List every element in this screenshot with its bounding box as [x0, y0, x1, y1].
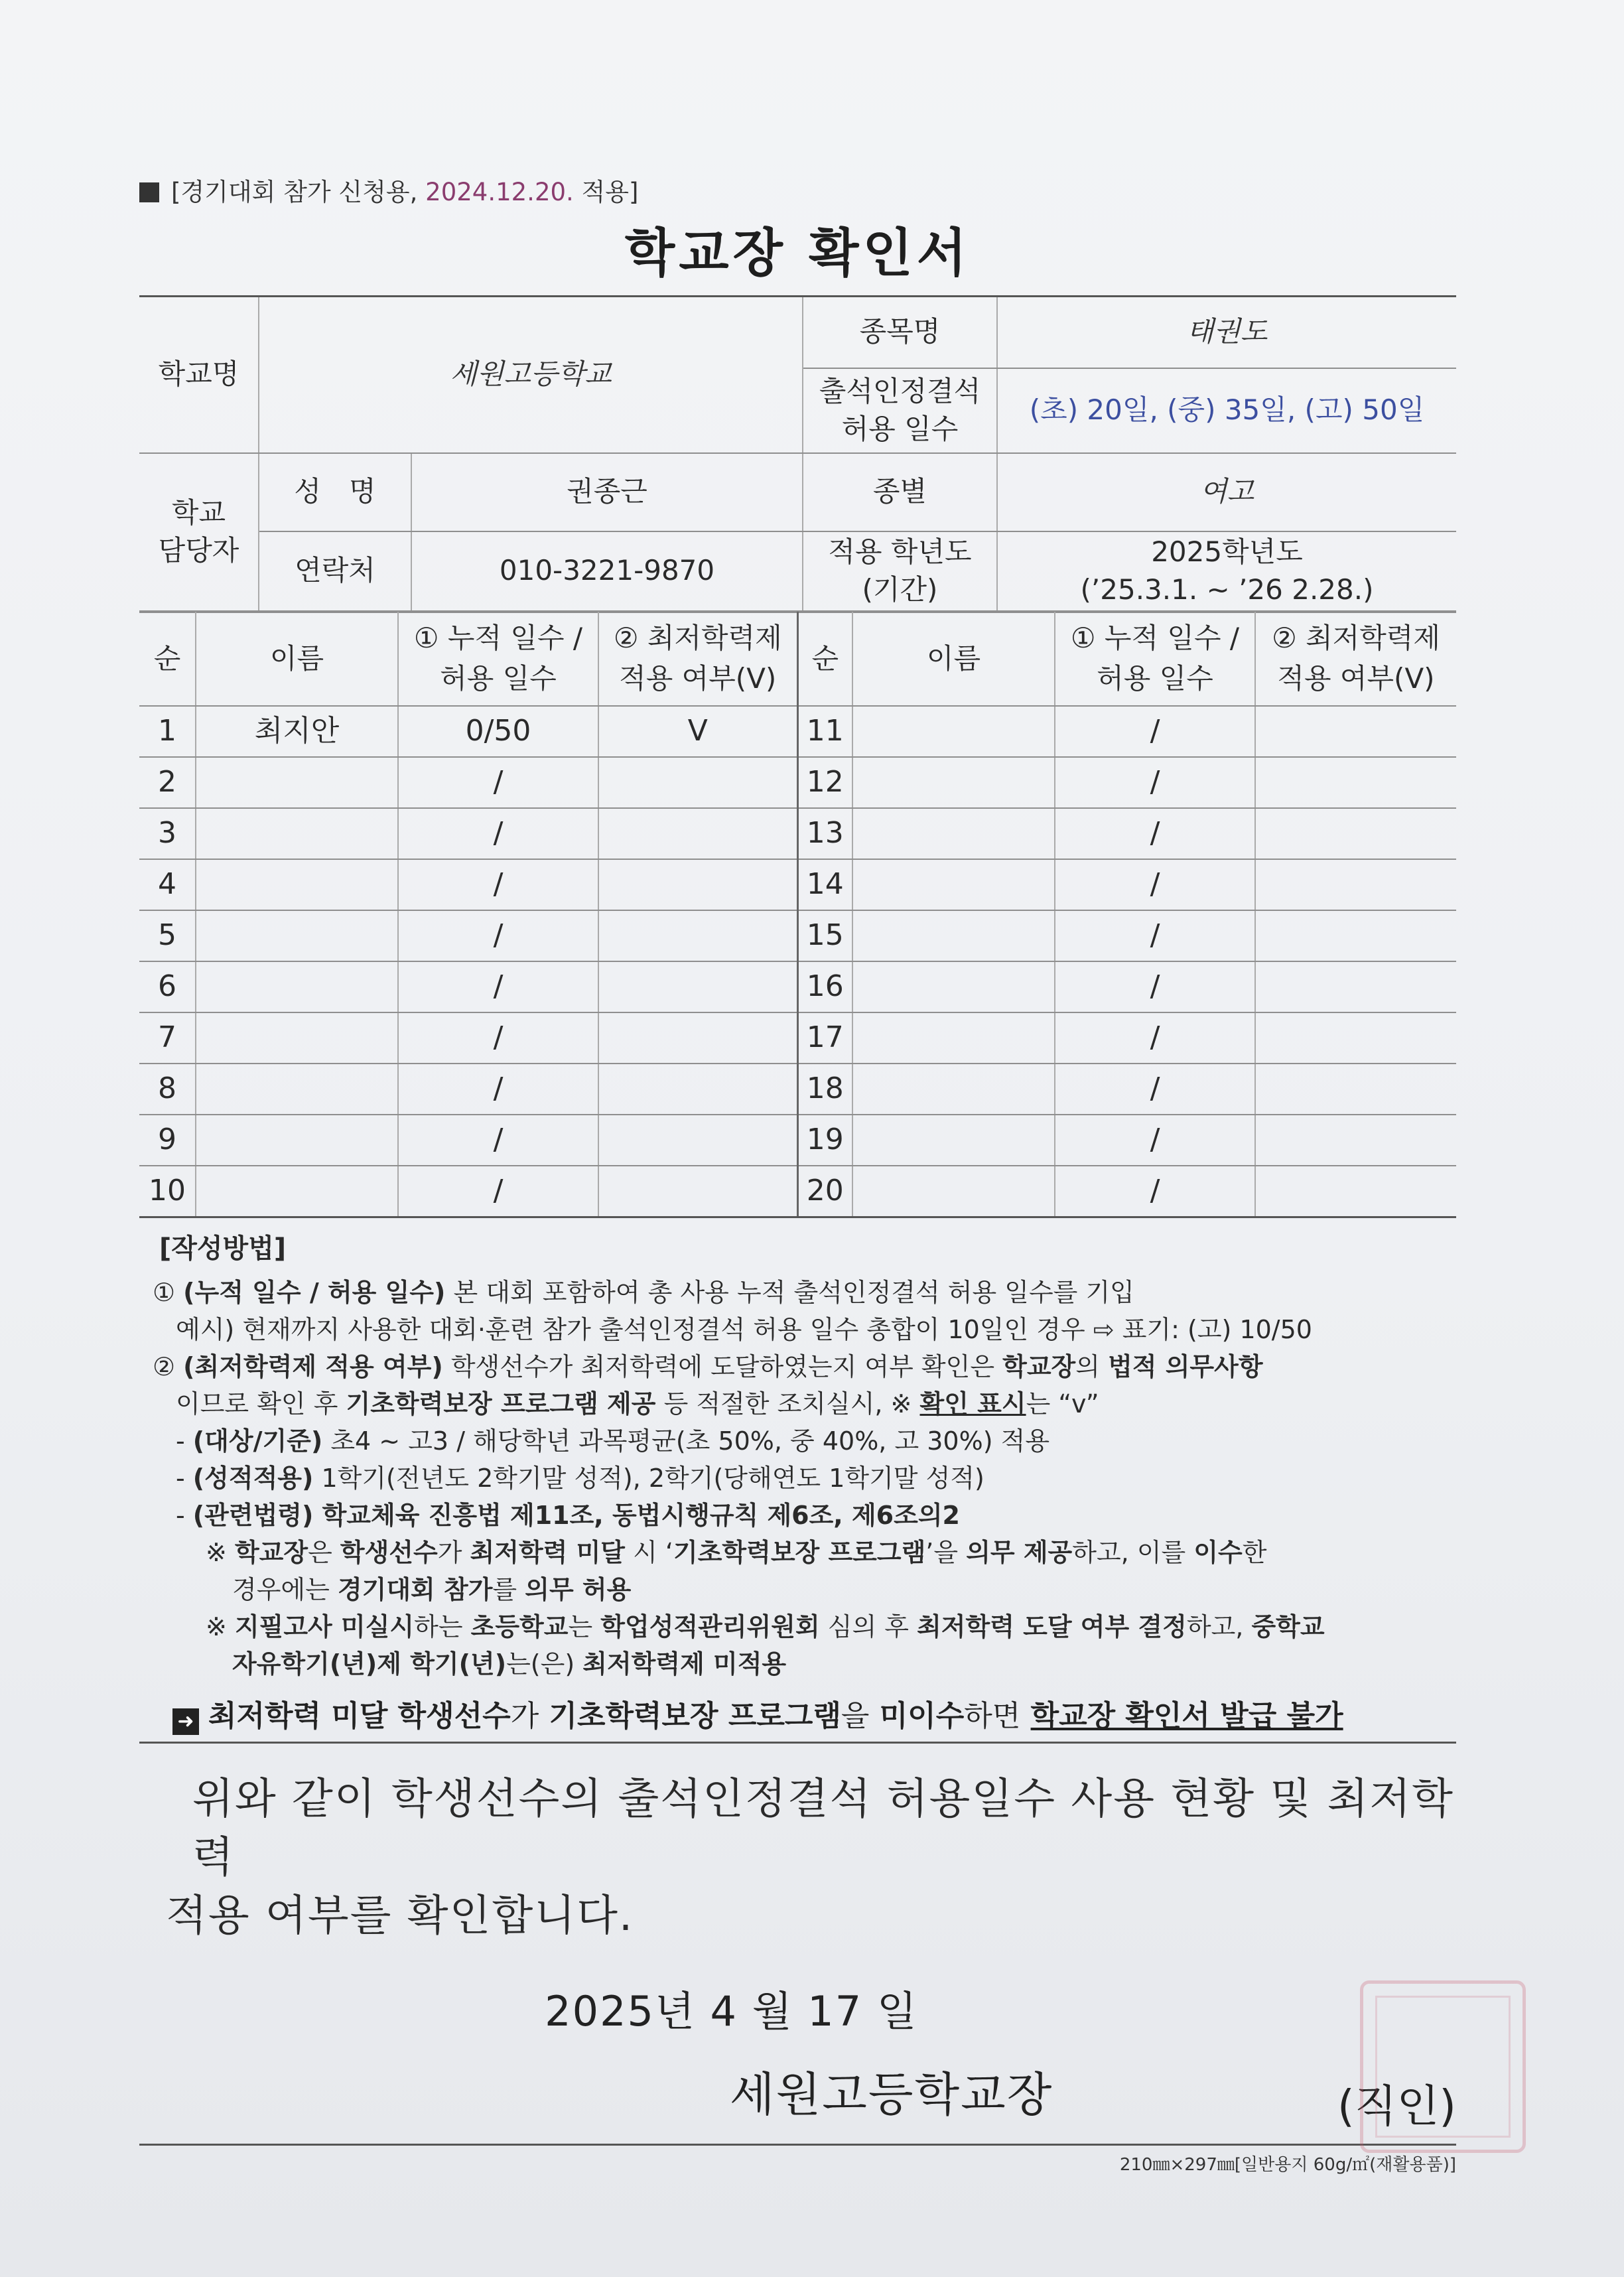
footer-divider [139, 2144, 1456, 2146]
cell-name [196, 910, 398, 961]
cell-no: 20 [797, 1166, 852, 1217]
m8c: 은 [308, 1537, 332, 1567]
m10g: 심의 후 [827, 1612, 909, 1641]
method-heading: [작성방법] [159, 1233, 287, 1264]
cell-days: / [398, 1012, 598, 1064]
cell-no: 9 [139, 1115, 196, 1166]
method-l4-c: 등 적절한 조치실시, ※ [663, 1389, 912, 1418]
table-row [139, 706, 1456, 757]
absence-label-line2: 허용 일수 [841, 412, 959, 445]
cell-name [196, 1115, 398, 1166]
table-row [139, 1115, 1456, 1166]
cell-name [852, 1012, 1055, 1064]
student-table [139, 612, 1456, 1218]
certificate [139, 169, 1456, 2175]
col-name-right: 이름 [852, 612, 1055, 706]
cell-min [1255, 706, 1456, 757]
m8g: 시 ‘ [633, 1537, 673, 1567]
seal-label: (직인) [1337, 2080, 1456, 2132]
year-label-line1: 적용 학년도 [828, 535, 972, 568]
cell-days: / [1055, 757, 1255, 808]
cell-no: 16 [797, 961, 852, 1012]
cell-name [852, 757, 1055, 808]
m8i: ’을 [925, 1537, 959, 1567]
gender-value: 여고 [997, 453, 1456, 531]
cell-name [196, 757, 398, 808]
col-days-right-line1: ① 누적 일수 / [1070, 622, 1240, 655]
confirm-line1: 위와 같이 학생선수의 출석인정결석 허용일수 사용 현황 및 최저학력 [192, 1774, 1454, 1882]
cell-days: / [398, 1115, 598, 1166]
absence-label [803, 368, 997, 453]
cell-name [852, 706, 1055, 757]
final-f: 하면 [964, 1698, 1021, 1733]
cell-min [598, 757, 797, 808]
cell-days: / [398, 757, 598, 808]
method-l6-bold: (성적적용) [192, 1463, 314, 1493]
cell-no: 6 [139, 961, 196, 1012]
cell-name [196, 1064, 398, 1115]
m8m: 한 [1242, 1537, 1267, 1567]
cell-no: 1 [139, 706, 196, 757]
notice-line [139, 169, 1456, 216]
cell-min [1255, 910, 1456, 961]
method-l4-e: 는 “v” [1026, 1389, 1099, 1418]
official-seal-icon [1360, 1980, 1526, 2153]
notice-date: 2024.12.20. [425, 178, 574, 206]
cell-days: / [1055, 808, 1255, 859]
cell-min [1255, 1115, 1456, 1166]
table-row [139, 859, 1456, 910]
cell-no: 5 [139, 910, 196, 961]
cell-min [1255, 1166, 1456, 1217]
notice-prefix: [경기대회 참가 신청용, [171, 178, 418, 206]
method-line-10 [139, 1608, 1456, 1645]
cell-days: / [398, 1166, 598, 1217]
cell-days: / [1055, 706, 1255, 757]
cell-min [598, 910, 797, 961]
cell-days: / [1055, 910, 1255, 961]
method-l3-bold-d: 법적 의무사항 [1108, 1351, 1263, 1381]
cell-days: / [1055, 961, 1255, 1012]
cell-days: / [398, 859, 598, 910]
col-min-right [1255, 612, 1456, 706]
cell-no: 13 [797, 808, 852, 859]
method-line-7: - (관련법령) 학교체육 진흥법 제11조, 동법시행규칙 제6조, 제6조의2 [176, 1500, 960, 1530]
cell-min [598, 1064, 797, 1115]
m10i: 하고, [1186, 1612, 1244, 1641]
m10b: 지필고사 미실시 [234, 1612, 415, 1641]
final-e: 미이수 [879, 1698, 965, 1733]
square-bullet-icon [139, 182, 159, 202]
m8h: 기초학력보장 프로그램 [673, 1537, 926, 1567]
cell-days: / [1055, 1115, 1255, 1166]
method-line-2: 예시) 현재까지 사용한 대회·훈련 참가 출석인정결석 허용 일수 총합이 10일인 경우 ⇨ 표기: (고) 10/50 [176, 1314, 1312, 1344]
method-l4-d: 확인 표시 [919, 1389, 1026, 1418]
method-line-9 [139, 1571, 1456, 1608]
method-l1-text: 본 대회 포함하여 총 사용 누적 출석인정결석 허용 일수를 기입 [453, 1277, 1134, 1307]
cell-min [1255, 961, 1456, 1012]
cell-name [196, 961, 398, 1012]
method-line-11 [139, 1645, 1456, 1683]
cell-days: / [1055, 1064, 1255, 1115]
contact-label: 연락처 [259, 531, 411, 611]
signature-row [139, 2057, 1456, 2130]
cell-days: / [398, 808, 598, 859]
cell-name [852, 1064, 1055, 1115]
principal-name: 세원고등학교장 [730, 2067, 1053, 2122]
circle-two: ② [153, 1351, 176, 1381]
method-l5-text: 초4 ~ 고3 / 해당학년 과목평균(초 50%, 중 40%, 고 30%) 적용 [330, 1426, 1050, 1456]
col-days-left [398, 612, 598, 706]
m8d: 학생선수 [340, 1537, 438, 1567]
final-c: 기초학력보장 프로그램 [549, 1698, 841, 1733]
year-value [997, 531, 1456, 611]
cell-no: 4 [139, 859, 196, 910]
final-d: 을 [841, 1698, 870, 1733]
cell-no: 17 [797, 1012, 852, 1064]
m10j: 중학교 [1251, 1612, 1325, 1641]
cell-name [852, 859, 1055, 910]
method-l4-a: 이므로 확인 후 [176, 1389, 338, 1418]
col-days-left-line1: ① 누적 일수 / [413, 622, 583, 655]
cell-min [598, 961, 797, 1012]
col-min-left [598, 612, 797, 706]
cell-name [852, 808, 1055, 859]
circle-one: ① [153, 1277, 176, 1307]
table-row [139, 961, 1456, 1012]
m10h: 최저학력 도달 여부 결정 [917, 1612, 1187, 1641]
method-l5-bold: (대상/기준) [192, 1426, 323, 1456]
page-title: 학교장 확인서 [624, 224, 971, 283]
final-b: 가 [510, 1698, 539, 1733]
col-no-left: 순 [139, 612, 196, 706]
cell-days: / [1055, 1166, 1255, 1217]
cell-name [196, 1166, 398, 1217]
table-row [139, 1166, 1456, 1217]
method-line-8 [139, 1534, 1456, 1571]
manager-label-line1: 학교 [171, 496, 226, 529]
cell-no: 19 [797, 1115, 852, 1166]
cell-name [196, 859, 398, 910]
col-days-left-line2: 허용 일수 [440, 662, 557, 695]
col-min-left-line2: 적용 여부(V) [619, 662, 777, 695]
col-min-left-line1: ② 최저학력제 [613, 622, 782, 655]
confirm-statement [139, 1770, 1456, 1945]
m10c: 하는 [414, 1612, 463, 1641]
cell-no: 14 [797, 859, 852, 910]
method-line-4 [139, 1385, 1456, 1422]
cell-no: 12 [797, 757, 852, 808]
cell-no: 11 [797, 706, 852, 757]
ref-mark-2: ※ [206, 1612, 227, 1641]
method-l1-bold: (누적 일수 / 허용 일수) [183, 1277, 446, 1307]
manager-label-line2: 담당자 [158, 533, 239, 567]
cell-days: / [1055, 859, 1255, 910]
cell-no: 18 [797, 1064, 852, 1115]
col-days-right [1055, 612, 1255, 706]
m9b: 경기대회 참가 [337, 1574, 493, 1604]
cell-no: 8 [139, 1064, 196, 1115]
m11b: 는(은) [506, 1649, 575, 1679]
method-l3-text-c: 의 [1075, 1351, 1100, 1381]
table-row [139, 1012, 1456, 1064]
seal-inner-border [1375, 1996, 1511, 2138]
m10f: 학업성적관리위원회 [600, 1612, 820, 1641]
cell-no: 2 [139, 757, 196, 808]
absence-label-line1: 출석인정결석 [819, 374, 981, 407]
m9c: 를 [492, 1574, 517, 1604]
cell-name [852, 1166, 1055, 1217]
method-line-5: - (대상/기준) 초4 ~ 고3 / 해당학년 과목평균(초 50%, 중 40%, 고 30%) 적용 [176, 1426, 1050, 1456]
ref-mark: ※ [206, 1537, 227, 1567]
cell-name: 최지안 [196, 706, 398, 757]
cell-name [852, 961, 1055, 1012]
table-row [139, 757, 1456, 808]
m8f: 최저학력 미달 [470, 1537, 626, 1567]
name-value: 권종근 [411, 453, 803, 531]
info-table [139, 295, 1456, 612]
cell-min [1255, 1064, 1456, 1115]
final-a: 최저학력 미달 학생선수 [208, 1698, 511, 1733]
m8j: 의무 제공 [966, 1537, 1073, 1567]
col-min-right-line1: ② 최저학력제 [1272, 622, 1440, 655]
m11c: 최저학력제 미적용 [582, 1649, 787, 1679]
m8e: 가 [437, 1537, 462, 1567]
manager-label [139, 453, 259, 611]
issue-date: 2025년 4 월 17 일 [545, 1986, 918, 2036]
method-l4-b: 기초학력보장 프로그램 제공 [346, 1389, 656, 1418]
event-value: 태권도 [997, 297, 1456, 368]
cell-no: 15 [797, 910, 852, 961]
paper-spec: 210㎜×297㎜[일반용지 60g/㎡(재활용품)] [1119, 2154, 1456, 2175]
method-l3-bold: (최저학력제 적용 여부) [183, 1351, 443, 1381]
m8k: 하고, 이를 [1072, 1537, 1186, 1567]
col-no-right: 순 [797, 612, 852, 706]
method-l7-bold: (관련법령) 학교체육 진흥법 제11조, 동법시행규칙 제6조, 제6조의2 [192, 1500, 960, 1530]
school-value: 세원고등학교 [259, 297, 803, 453]
cell-min [598, 1166, 797, 1217]
col-min-right-line2: 적용 여부(V) [1277, 662, 1435, 695]
cell-min: V [598, 706, 797, 757]
method-line-1 [139, 1274, 1456, 1311]
gender-label: 종별 [803, 453, 997, 531]
cell-min [1255, 808, 1456, 859]
cell-name [196, 808, 398, 859]
cell-min [1255, 757, 1456, 808]
m10e: 는 [568, 1612, 593, 1641]
year-value-line1: 2025학년도 [1151, 535, 1303, 568]
absence-value: (초) 20일, (중) 35일, (고) 50일 [997, 368, 1456, 453]
m11a: 자유학기(년)제 학기(년) [232, 1649, 507, 1679]
m9d: 의무 허용 [525, 1574, 632, 1604]
final-warning [139, 1692, 1456, 1744]
year-value-line2: (’25.3.1. ~ ’26 2.28.) [1080, 573, 1374, 606]
cell-days: / [398, 961, 598, 1012]
cell-name [852, 910, 1055, 961]
cell-min [598, 1012, 797, 1064]
cell-no: 10 [139, 1166, 196, 1217]
method-line-3 [139, 1348, 1456, 1385]
method-l3-bold-b: 학교장 [1002, 1351, 1076, 1381]
name-label: 성 명 [259, 453, 411, 531]
m10d: 초등학교 [470, 1612, 569, 1641]
m8b: 학교장 [234, 1537, 308, 1567]
cell-min [598, 808, 797, 859]
cell-no: 7 [139, 1012, 196, 1064]
col-name-left: 이름 [196, 612, 398, 706]
contact-value: 010-3221-9870 [411, 531, 803, 611]
m8l: 이수 [1193, 1537, 1243, 1567]
table-row [139, 1064, 1456, 1115]
year-label-line2: (기간) [862, 573, 938, 606]
m9a: 경우에는 [232, 1574, 330, 1604]
final-g: 학교장 확인서 발급 불가 [1030, 1698, 1343, 1733]
cell-days: / [1055, 1012, 1255, 1064]
method-l3-text: 학생선수가 최저학력에 도달하였는지 여부 확인은 [450, 1351, 995, 1381]
year-label [803, 531, 997, 611]
cell-min [1255, 859, 1456, 910]
table-row [139, 808, 1456, 859]
writing-method [139, 1230, 1456, 1683]
col-days-right-line2: 허용 일수 [1097, 662, 1213, 695]
method-l6-text: 1학기(전년도 2학기말 성적), 2학기(당해연도 1학기말 성적) [321, 1463, 984, 1493]
cell-name [852, 1115, 1055, 1166]
cell-days: / [398, 910, 598, 961]
cell-min [598, 1115, 797, 1166]
arrow-box-icon: ➜ [172, 1708, 199, 1735]
table-row [139, 910, 1456, 961]
cell-min [1255, 1012, 1456, 1064]
event-label: 종목명 [803, 297, 997, 368]
cell-no: 3 [139, 808, 196, 859]
cell-days: / [398, 1064, 598, 1115]
cell-days: 0/50 [398, 706, 598, 757]
cell-min [598, 859, 797, 910]
table-header-row [139, 612, 1456, 706]
confirm-line2: 적용 여부를 확인합니다. [166, 1891, 634, 1941]
notice-suffix: 적용] [581, 178, 639, 206]
method-line-6: - (성적적용) 1학기(전년도 2학기말 성적), 2학기(당해연도 1학기말 성적) [176, 1463, 984, 1493]
cell-name [196, 1012, 398, 1064]
school-label: 학교명 [139, 297, 259, 453]
